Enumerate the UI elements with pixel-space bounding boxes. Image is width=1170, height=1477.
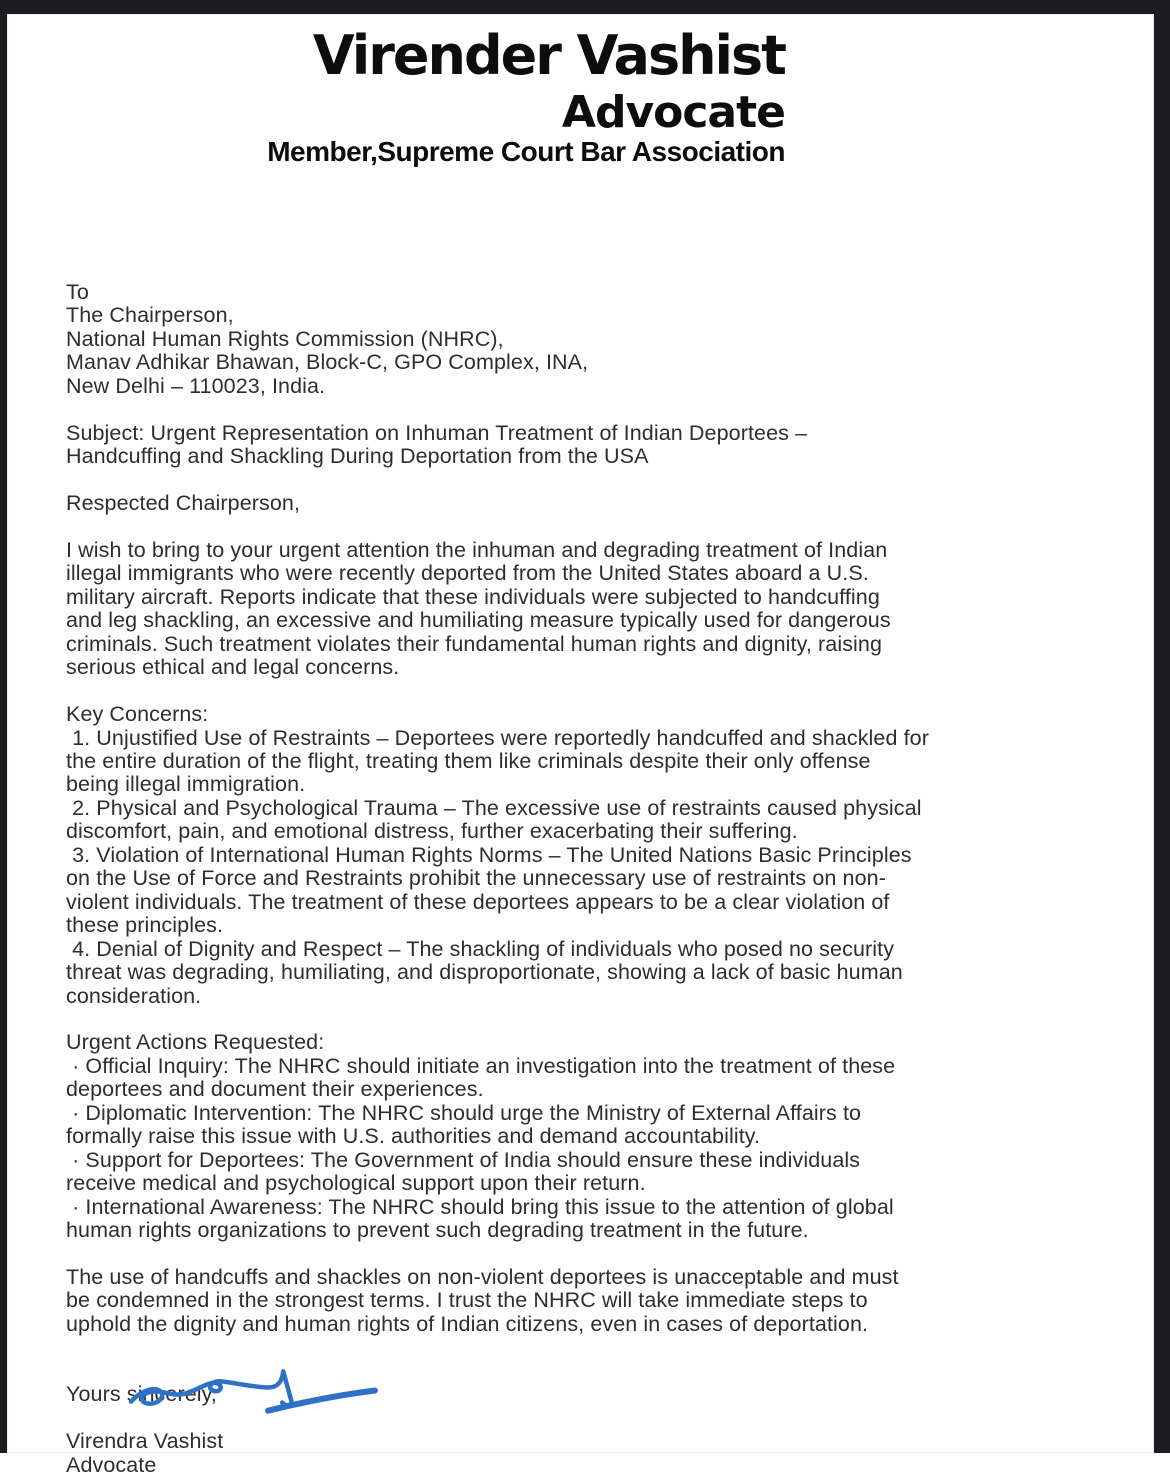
key-concerns-items: 1. Unjustified Use of Restraints – Deportees were reportedly handcuffed and shackled for the entire duration of the flight, treating them like criminals despite their only offense being illegal immigration. 2. Physical and Psychological Trauma – The excessive use of restraints caused physical discomfort, pain, and emotional distress, further exacerbating their suffering. 3. Violation of International Human Rights Norms – The United Nations Basic Principles on the Use of Force and Restraints prohibit the unnecessary use of restraints on non- violent individuals. The treatment of these deportees appears to be a clear violation of these principles. 4. Denial of Dignity and Respect – The shackling of individuals who posed no security threat was degrading, humiliating, and disproportionate, showing a lack of basic human consideration. [66, 725, 929, 1008]
key-concerns-heading: Key Concerns: [66, 702, 209, 727]
key-concerns-section [66, 703, 1126, 1008]
signoff: Yours sincerely, [66, 1382, 217, 1407]
salutation: Respected Chairperson, [66, 491, 301, 516]
letterhead [7, 22, 785, 168]
signatory-role: Advocate [66, 1452, 157, 1477]
closing-paragraph: The use of handcuffs and shackles on non-violent deportees is unacceptable and must be condemned in the strongest terms. I trust the NHRC will take immediate steps to uphold the dignity and human rights of Indian citizens, even in cases of deportation. [66, 1264, 899, 1336]
urgent-actions-heading: Urgent Actions Requested: [66, 1030, 325, 1055]
signatory-name: Virendra Vashist [66, 1429, 224, 1454]
urgent-actions-items: · Official Inquiry: The NHRC should initiate an investigation into the treatment of these deportees and document their experiences. · Diplomatic Intervention: The NHRC should urge the Ministry of External Affairs to formally raise this issue with U.S. authorities and demand accountability. · Support for Deportees: The Government of India should ensure these individuals receive medical and psychological support upon their return. · International Awareness: The NHRC should bring this issue to the attention of global human rights organizations to prevent such degrading treatment in the future. [66, 1053, 896, 1243]
letterhead-membership: Member,Supreme Court Bar Association [267, 136, 785, 167]
letterhead-name: Virender Vashist [312, 24, 785, 87]
intro-paragraph: I wish to bring to your urgent attention the inhuman and degrading treatment of Indian illegal immigrants who were recently deported from the United States aboard a U.S. military aircraft. Reports indicate that these individuals were subjected to handcuffing and leg shackling, an excessive and humiliating measure typically used for dangerous criminals. Such treatment violates their fundamental human rights and dignity, raising serious ethical and legal concerns. [66, 537, 891, 680]
subject-block: Subject: Urgent Representation on Inhuman Treatment of Indian Deportees – Handcuffing and Shackling During Deportation from the USA [66, 420, 808, 469]
letter-body [66, 281, 1126, 1477]
letterhead-role: Advocate [561, 87, 785, 138]
urgent-actions-section [66, 1031, 1126, 1242]
signatory-block [66, 1430, 1126, 1477]
signoff-block [66, 1383, 1126, 1406]
letter-page [7, 14, 1154, 1477]
address-block: To The Chairperson, National Human Rights Commission (NHRC), Manav Adhikar Bhawan, Block-C, GPO Complex, INA, New Delhi – 110023, India. [66, 280, 589, 398]
